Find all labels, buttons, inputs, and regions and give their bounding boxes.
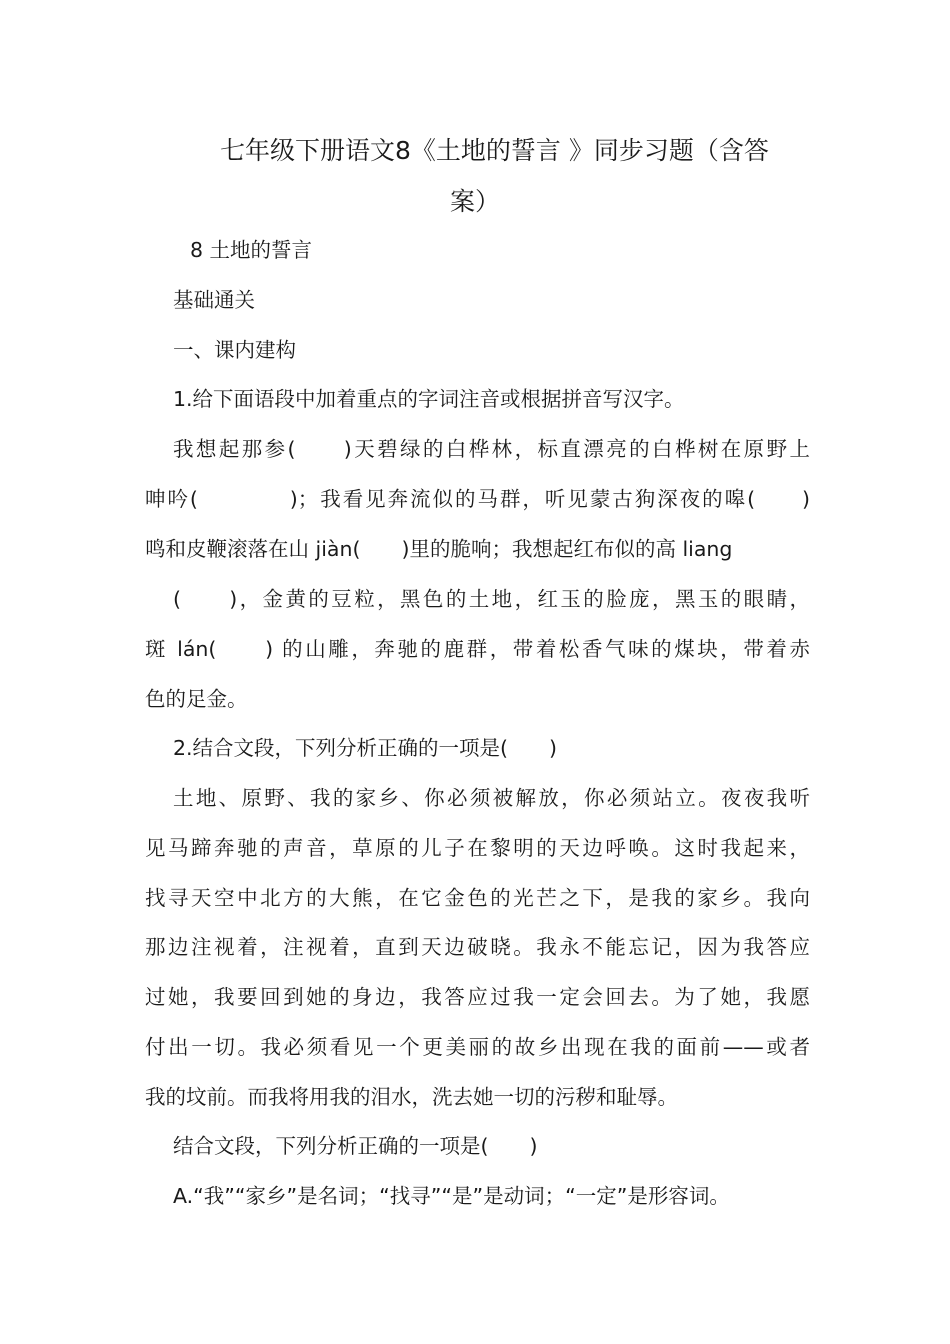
- q1-passage-line: ( )，金黄的豆粒，黑色的土地，红玉的脸庞，黑玉的眼睛，: [173, 587, 810, 611]
- q1-passage-line: 斑 lán( ) 的山雕，奔驰的鹿群，带着松香气味的煤块，带着赤: [145, 637, 810, 661]
- answer-option-a: A.“我”“家乡”是名词；“找寻”“是”是动词；“一定”是形容词。: [173, 1184, 730, 1208]
- document-title-line-1: 七年级下册语文8《土地的誓言 》同步习题（含答: [220, 136, 769, 165]
- q1-passage-line: 我想起那参( )天碧绿的白桦林，标直漂亮的白桦树在原野上: [173, 437, 810, 461]
- q2-passage-line: 那边注视着，注视着，直到天边破晓。我永不能忘记，因为我答应: [145, 935, 810, 959]
- q2-passage-line: 见马蹄奔驰的声音，草原的儿子在黎明的天边呼唤。这时我起来，: [145, 836, 810, 860]
- q2-passage-line: 土地、原野、我的家乡、你必须被解放，你必须站立。夜夜我听: [173, 786, 810, 810]
- question-2-repeat-prompt: 结合文段，下列分析正确的一项是( ): [173, 1134, 538, 1158]
- q2-passage-line: 过她，我要回到她的身边，我答应过我一定会回去。为了她，我愿: [145, 985, 810, 1009]
- q1-passage-line: 色的足金。: [145, 687, 248, 711]
- section-basic-heading: 基础通关: [173, 288, 255, 312]
- lesson-heading: 8 土地的誓言: [190, 238, 313, 262]
- q2-passage-line: 付出一切。我必须看见一个更美丽的故乡出现在我的面前——或者: [145, 1035, 810, 1059]
- document-title-line-2: 案）: [449, 187, 500, 216]
- q1-passage-line: 鸣和皮鞭滚落在山 jiàn( )里的脆响；我想起红布似的高 liang: [145, 537, 733, 561]
- section-one-heading: 一、课内建构: [173, 338, 296, 362]
- question-1-prompt: 1.给下面语段中加着重点的字词注音或根据拼音写汉字。: [173, 387, 685, 411]
- question-2-prompt: 2.结合文段，下列分析正确的一项是( ): [173, 736, 558, 760]
- q1-passage-line: 呻吟( )；我看见奔流似的马群，听见蒙古狗深夜的嗥( ): [145, 487, 810, 511]
- q2-passage-line: 我的坟前。而我将用我的泪水，洗去她一切的污秽和耻辱。: [145, 1085, 678, 1109]
- q2-passage-line: 找寻天空中北方的大熊，在它金色的光芒之下，是我的家乡。我向: [145, 886, 810, 910]
